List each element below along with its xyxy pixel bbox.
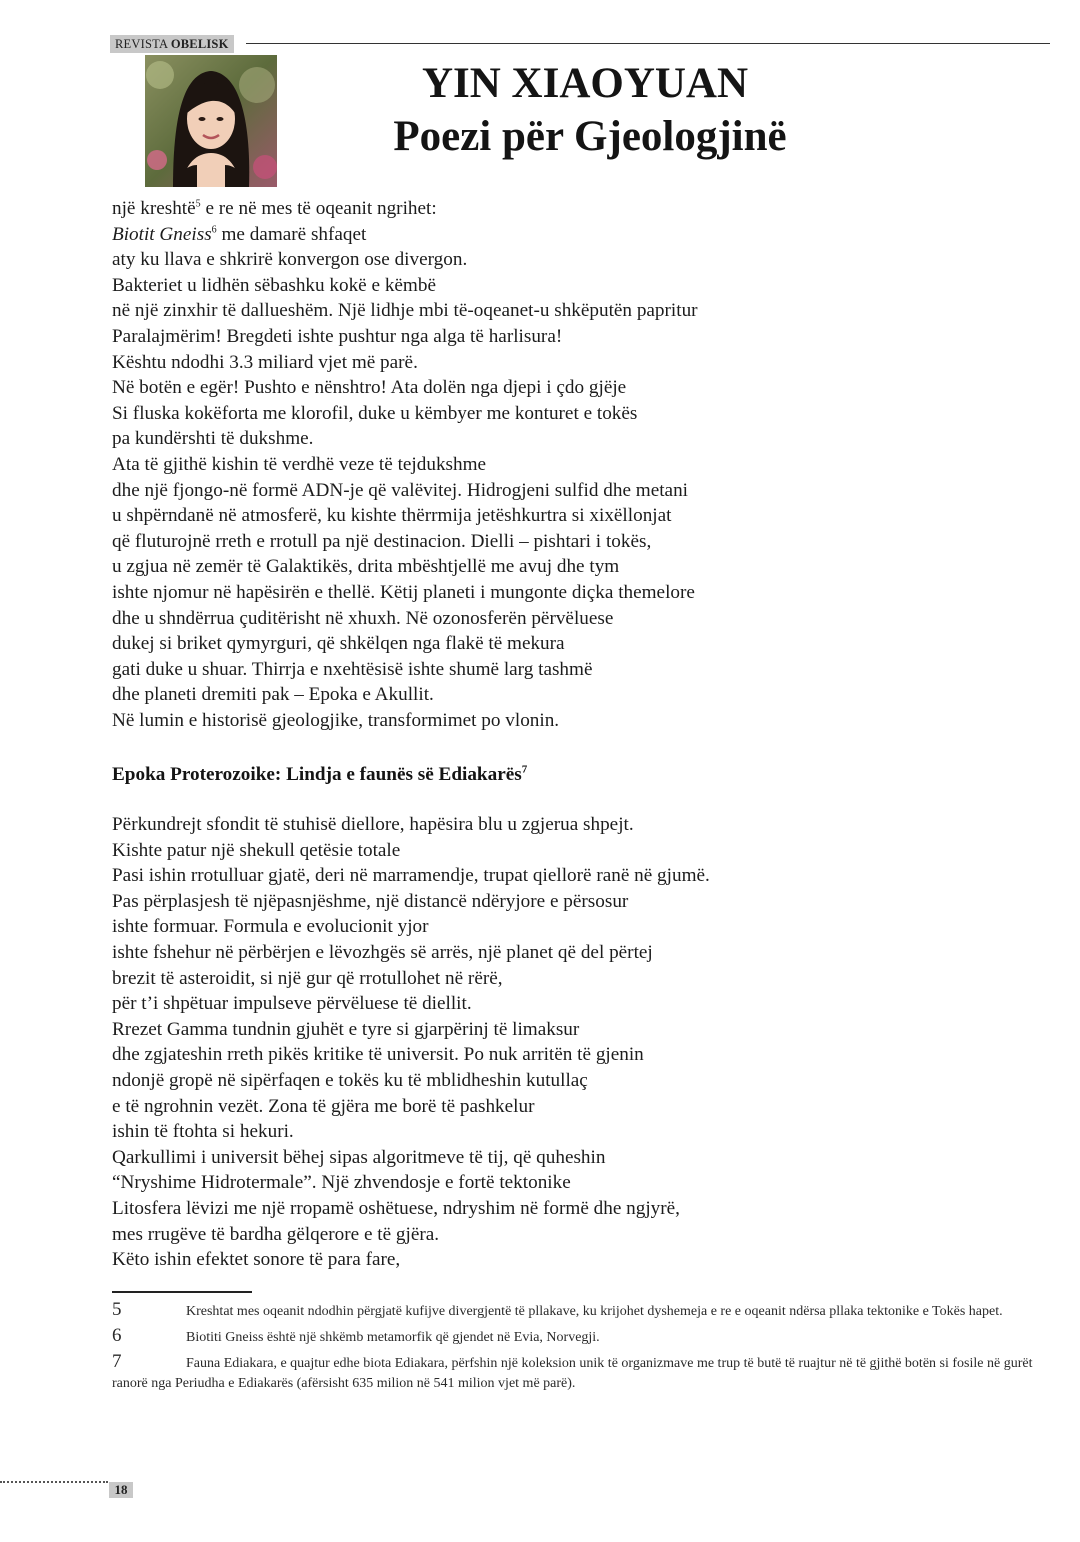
poem-line: Pas përplasjesh të njëpasnjëshme, një distancë ndëryjore e përsosur (112, 890, 629, 912)
poem-line: ishin të ftohta si hekuri. (112, 1121, 294, 1143)
poem-line: Ata të gjithë kishin të verdhë veze të tejdukshme (112, 453, 487, 475)
footnote-6 (112, 1325, 1042, 1348)
poem-line: që fluturojnë rreth e rrotull pa një destinacion. Dielli – pishtari i tokës, (112, 530, 652, 552)
footnote-text: Biotiti Gneiss është një shkëmb metamorfik që gjendet në Evia, Norvegji. (186, 1330, 600, 1345)
poem-line-text: e re në mes të oqeanit ngrihet: (200, 198, 437, 219)
poem-line: dukej si briket qymyrguri, që shkëlqen nga flakë të mekura (112, 633, 565, 655)
poem-stanza-1 (112, 196, 1042, 733)
poem-line: e të ngrohnin vezët. Zona të gjëra me borë të pashkelur (112, 1095, 535, 1117)
poem-line: Rrezet Gamma tundnin gjuhët e tyre si gjarpërinj të limaksur (112, 1018, 580, 1040)
page-footer-dotted-line (0, 1481, 108, 1483)
poem-line: “Nryshime Hidrotermale”. Një zhvendosje e fortë tektonike (112, 1172, 571, 1194)
footnote-ref-7[interactable]: 7 (521, 763, 528, 776)
poem-line: ndonjë gropë në sipërfaqen e tokës ku të mblidheshin kutullaç (112, 1069, 588, 1091)
poem-title: Poezi për Gjeologjinë (393, 113, 787, 160)
poem-line-text: me damarë shfaqet (216, 223, 367, 245)
section-heading (112, 763, 527, 787)
poem-line: për t’i shpëtuar impulseve përvëluese të diellit. (112, 993, 472, 1015)
footnote-number: 6 (112, 1325, 122, 1346)
poem-line: Litosfera lëvizi me një rropamë oshëtuese, ndryshim në formë dhe ngjyrë, (112, 1197, 680, 1219)
poem-line: gati duke u shuar. Thirrja e nxehtësisë ishte shumë larg tashmë (112, 658, 593, 680)
poem-author-title: YIN XIAOYUAN (421, 60, 749, 107)
footnote-text: Kreshtat mes oqeanit ndodhin përgjatë kufijve divergjentë të pllakave, ku krijohet dyshemeja e re e oqeanit ndërsa pllaka tektonike e Tokës hapet. (186, 1304, 1003, 1319)
magazine-name: OBELISK (170, 37, 229, 51)
poem-line: Kishte patur një shekull qetësie totale (112, 839, 401, 861)
poem-line: brezit të asteroidit, si një gur që rrotullohet në rërë, (112, 967, 503, 989)
poem-line: dhe u shndërrua çuditërisht në xhuxh. Në ozonosferën përvëluese (112, 607, 614, 629)
footnote-ref-5[interactable]: 5 (195, 198, 201, 210)
poem-line: aty ku llava e shkrirë konvergon ose divergon. (112, 249, 468, 271)
poem-line: u shpërndanë në atmosferë, ku kishte thërrmija jetëshkurtra si xixëllonjat (112, 505, 672, 527)
footnote-text: Fauna Ediakara, e quajtur edhe biota Ediakara, përfshin një koleksion unik të organizmave me trup të butë të ruajtur në të gjithë botën si fosile në gurët ranorë nga Periudha e Ediakarës (afërsisht 635 milion në 541 milion vjet më parë). (112, 1356, 1033, 1391)
poem-line: Përkundrejt sfondit të stuhisë diellore, hapësira blu u zgjerua shpejt. (112, 814, 634, 835)
poem-line: dhe planeti dremiti pak – Epoka e Akullit. (112, 684, 434, 706)
footnote-separator (112, 1291, 252, 1293)
magazine-header-tag (110, 35, 234, 53)
poem-line: në një zinxhir të dallueshëm. Një lidhje mbi të-oqeanet-u shkëputën papritur (112, 300, 698, 322)
page-number: 18 (109, 1482, 133, 1498)
poem-line (112, 196, 1042, 222)
poem-line: mes rrugëve të bardha gëlqerore e të gjëra. (112, 1223, 440, 1245)
poem-line: Paralajmërim! Bregdeti ishte pushtur nga alga të harlisura! (112, 325, 563, 347)
section-heading-text: Epoka Proterozoike: Lindja e faunës së Ediakarës (112, 764, 522, 785)
footnote-number: 5 (112, 1299, 122, 1320)
author-photo (145, 55, 277, 187)
header-rule (246, 43, 1050, 44)
poem-line: pa kundërshti të dukshme. (112, 428, 314, 450)
poem-line: ishte formuar. Formula e evolucionit yjor (112, 916, 429, 938)
magazine-prefix: REVISTA (115, 37, 168, 51)
poem-line: u zgjua në zemër të Galaktikës, drita mbështjellë me avuj dhe tym (112, 556, 620, 578)
poem-line: Kështu ndodhi 3.3 miliard vjet më parë. (112, 351, 418, 373)
poem-line-italic: Biotit Gneiss (112, 223, 212, 245)
footnote-ref-6[interactable]: 6 (211, 224, 217, 236)
footnotes (112, 1299, 1042, 1400)
poem-line: Si fluska kokëforta me klorofil, duke u këmbyer me konturet e tokës (112, 402, 638, 424)
footnote-5 (112, 1299, 1042, 1322)
poem-line: ishte njomur në hapësirën e thellë. Këtij planeti i mungonte diçka themelore (112, 581, 695, 603)
footnote-number: 7 (112, 1351, 122, 1372)
poem-line: Në lumin e historisë gjeologjike, transformimet po vlonin. (112, 709, 560, 731)
author-portrait-icon (145, 55, 277, 187)
poem-line: dhe zgjateshin rreth pikës kritike të universit. Po nuk arritën të gjenin (112, 1044, 644, 1066)
poem-line: dhe një fjongo-në formë ADN-je që valëvitej. Hidrogjeni sulfid dhe metani (112, 479, 688, 501)
poem-stanza-2 (112, 812, 1042, 1273)
poem-line: Këto ishin efektet sonore të para fare, (112, 1249, 401, 1271)
poem-line: Pasi ishin rrotulluar gjatë, deri në marramendje, trupat qiellorë ranë në gjumë. (112, 865, 710, 887)
poem-line (112, 222, 1042, 248)
poem-line: Qarkullimi i universit bëhej sipas algoritmeve të tij, që quheshin (112, 1146, 606, 1168)
poem-line-text: një kreshtë (112, 198, 196, 219)
poem-line: Në botën e egër! Pushto e nënshtro! Ata dolën nga djepi i çdo gjëje (112, 377, 627, 399)
poem-line: ishte fshehur në përbërjen e lëvozhgës së arrës, një planet që del përtej (112, 941, 653, 963)
footnote-7 (112, 1351, 1042, 1394)
poem-line: Bakteriet u lidhën sëbashku kokë e këmbë (112, 274, 436, 296)
